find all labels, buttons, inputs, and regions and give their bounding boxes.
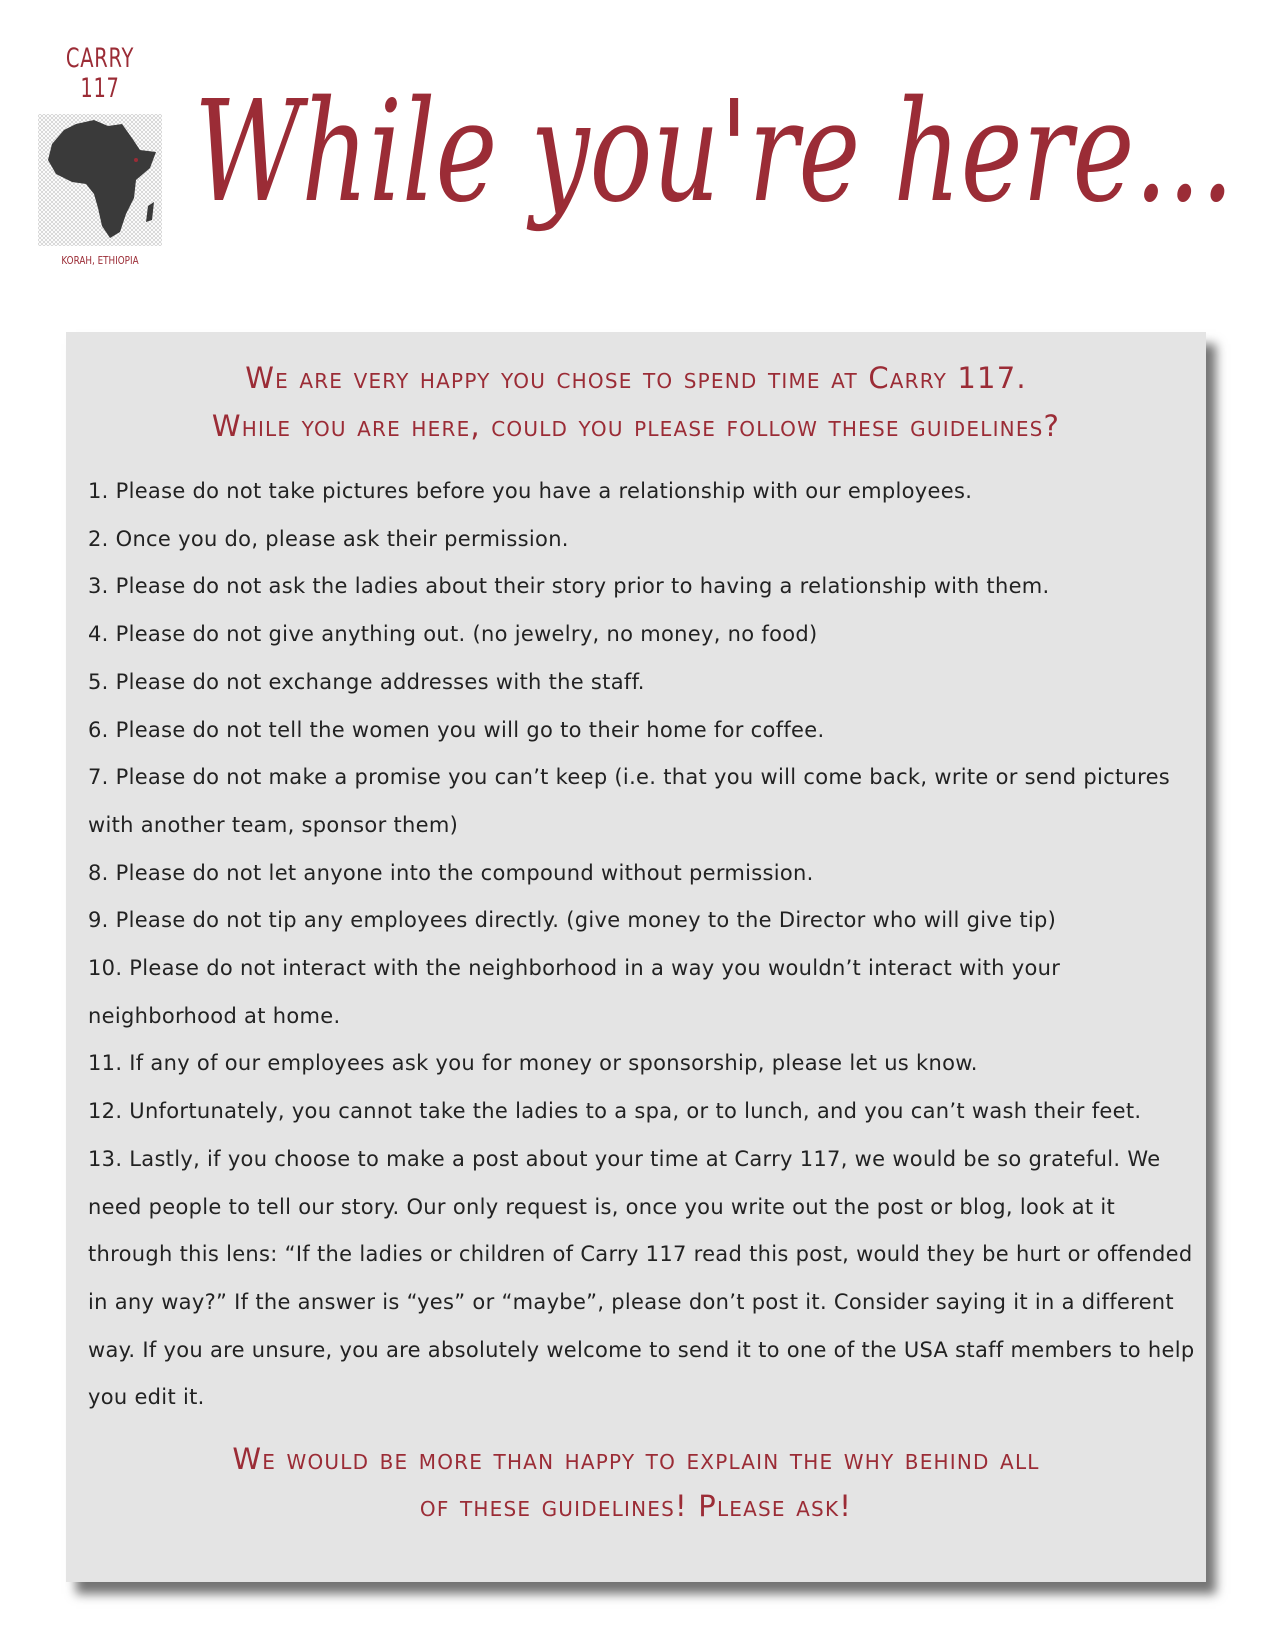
guidelines-panel <box>66 332 1206 1582</box>
intro-line-2: While you are here, could you please follow these guidelines? <box>211 409 1061 443</box>
closing-note <box>66 1436 1206 1530</box>
closing-line-1: We would be more than happy to explain the why behind all <box>232 1442 1040 1477</box>
headline <box>190 30 1250 320</box>
africa-map-icon <box>36 110 164 250</box>
guideline-item: 1. Please do not take pictures before you have a relationship with our employees. <box>88 479 973 503</box>
guideline-item: 7. Please do not make a promise you can’t keep (i.e. that you will come back, write or send pictures with another team, sponsor them) <box>88 765 1171 837</box>
intro-heading <box>66 354 1206 450</box>
closing-line-2: of these guidelines! Please ask! <box>419 1489 853 1524</box>
guideline-item: 3. Please do not ask the ladies about their story prior to having a relationship with them. <box>88 574 1050 599</box>
guideline-item: 10. Please do not interact with the neighborhood in a way you wouldn’t interact with your neighborhood at home. <box>88 956 1061 1028</box>
guideline-item: 12. Unfortunately, you cannot take the ladies to a spa, or to lunch, and you can’t wash their feet. <box>88 1099 1142 1124</box>
guideline-item: 4. Please do not give anything out. (no jewelry, no money, no food) <box>88 622 818 647</box>
guideline-item: 9. Please do not tip any employees directly. (give money to the Director who will give tip) <box>88 908 1057 933</box>
guideline-item: 2. Once you do, please ask their permission. <box>88 526 569 551</box>
logo-location: KORAH, ETHIOPIA <box>61 254 139 267</box>
intro-line-1: We are very happy you chose to spend time at Carry 117. <box>245 361 1027 395</box>
guideline-item: 8. Please do not let anyone into the compound without permission. <box>88 860 814 885</box>
guideline-item: 6. Please do not tell the women you will go to their home for coffee. <box>88 717 825 742</box>
guideline-item: 13. Lastly, if you choose to make a post about your time at Carry 117, we would be so grateful. We need people to tell our story. Our only request is, once you write out the post or blog, look at it through this lens: “If the ladies or children of Carry 117 read this post, would they be hurt or offended in any way?” If the answer is “yes” or “maybe”, please don’t post it. Consider saying it in a different way. If you are unsure, you are absolutely welcome to send it to one of the USA staff members to help you edit it. <box>88 1146 1195 1410</box>
headline-text: While you're here... <box>194 71 1234 234</box>
guidelines-list <box>88 468 1198 1422</box>
guideline-item: 11. If any of our employees ask you for money or sponsorship, please let us know. <box>88 1051 978 1076</box>
carry117-logo <box>30 40 170 267</box>
logo-name: CARRY 117 <box>65 43 135 104</box>
guideline-item: 5. Please do not exchange addresses with the staff. <box>88 669 645 694</box>
